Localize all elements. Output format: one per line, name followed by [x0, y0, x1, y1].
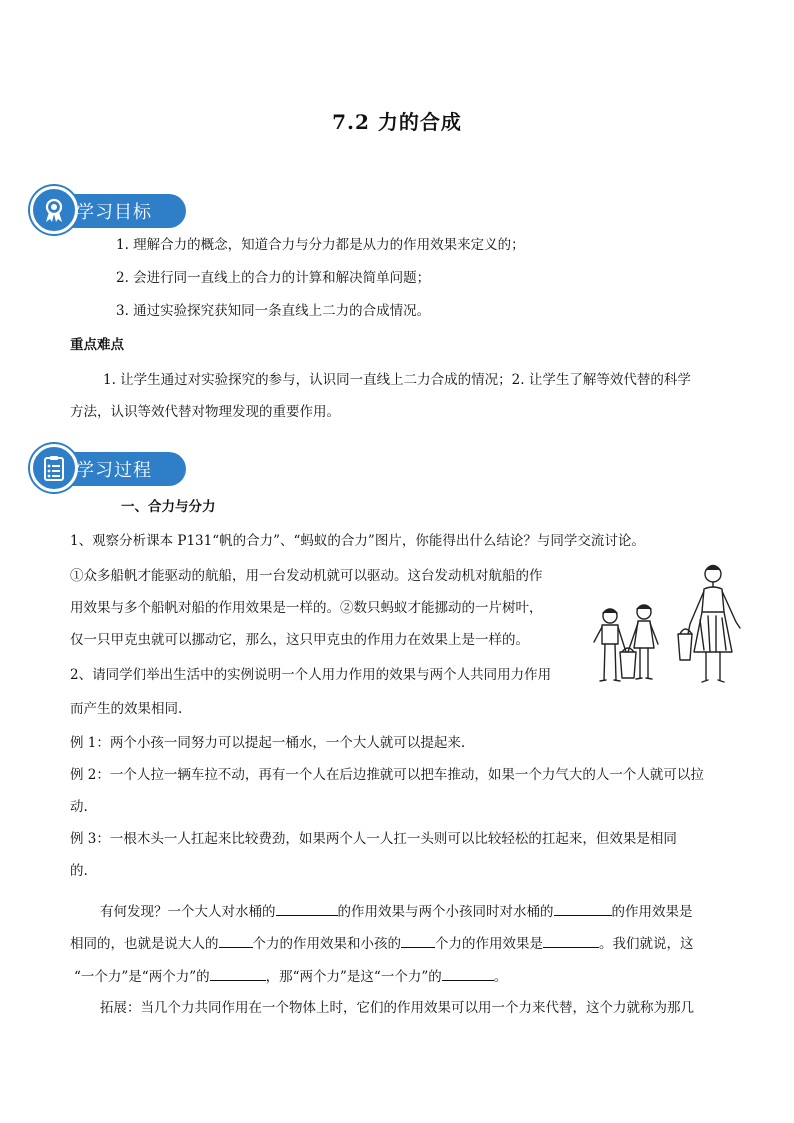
example-2-line-1: 例 2：一个人拉一辆车拉不动，再有一个人在后边推就可以把车推动，如果一个力气大的人一个人就可以拉	[70, 767, 704, 783]
page-title: 7.2 力的合成	[332, 110, 462, 134]
answer-blank[interactable]	[219, 933, 253, 948]
paragraph-line-3: 仅一只甲克虫就可以挪动它，那么，这只甲克虫的作用力在效果上是一样的。	[70, 632, 529, 648]
extension-line: 拓展：当几个力共同作用在一个物体上时，它们的作用效果可以用一个力来代替，这个力就称为那几	[100, 1000, 694, 1016]
section-heading: 一、合力与分力	[121, 499, 216, 515]
paragraph-line-1: ①众多船帆才能驱动的航船，用一台发动机就可以驱动。这台发动机对航船的作	[70, 568, 543, 584]
finding-line-1: 有何发现？一个大人对水桶的 的作用效果与两个小孩同时对水桶的 的作用效果是	[100, 901, 693, 922]
objectives-banner-label: 学习目标	[76, 202, 152, 223]
finding-line-3: “一个力”是“两个力”的 ，那“两个力”是这“一个力”的 。	[74, 966, 507, 987]
answer-blank[interactable]	[276, 901, 338, 916]
answer-blank[interactable]	[554, 901, 612, 916]
people-carrying-buckets-illustration	[580, 560, 756, 702]
award-ribbon-icon	[30, 186, 78, 234]
objective-2: 2. 会进行同一直线上的合力的计算和解决简单问题；	[116, 270, 431, 286]
finding-line-2: 相同的，也就是说大人的 个力的作用效果和小孩的 个力的作用效果是 。我们就说，这	[70, 933, 694, 954]
answer-blank[interactable]	[210, 966, 266, 981]
answer-blank[interactable]	[442, 966, 494, 981]
paragraph-line-2: 用效果与多个船帆对船的作用效果是一样的。②数只蚂蚁才能挪动的一片树叶，	[70, 600, 543, 616]
objective-1: 1. 理解合力的概念，知道合力与分力都是从力的作用效果来定义的；	[116, 237, 525, 253]
answer-blank[interactable]	[401, 933, 435, 948]
example-2-line-2: 动.	[70, 799, 88, 815]
process-banner-label: 学习过程	[76, 460, 152, 481]
question-1: 1、观察分析课本 P131“帆的合力”、“蚂蚁的合力”图片，你能得出什么结论？与同学交流讨论。	[70, 533, 645, 549]
question-2-line-1: 2、请同学们举出生活中的实例说明一个人用力作用的效果与两个人共同用力作用	[70, 667, 552, 683]
keypoints-line-2: 方法，认识等效代替对物理发现的重要作用。	[70, 404, 340, 420]
keypoints-line-1: 1. 让学生通过对实验探究的参与，认识同一直线上二力合成的情况；2. 让学生了解等效代替的科学	[103, 372, 691, 388]
clipboard-list-icon	[30, 444, 78, 492]
objective-3: 3. 通过实验探究获知同一条直线上二力的合成情况。	[116, 303, 431, 319]
answer-blank[interactable]	[543, 933, 599, 948]
example-1: 例 1：两个小孩一同努力可以提起一桶水，一个大人就可以提起来.	[70, 735, 466, 751]
keypoints-heading: 重点难点	[70, 337, 124, 353]
example-3-line-2: 的.	[70, 863, 88, 879]
objectives-banner	[30, 186, 186, 232]
process-banner	[30, 444, 186, 490]
question-2-line-2: 而产生的效果相同.	[70, 701, 183, 717]
example-3-line-1: 例 3：一根木头一人扛起来比较费劲，如果两个人一人扛一头则可以比较轻松的扛起来，但效果是相同	[70, 831, 677, 847]
